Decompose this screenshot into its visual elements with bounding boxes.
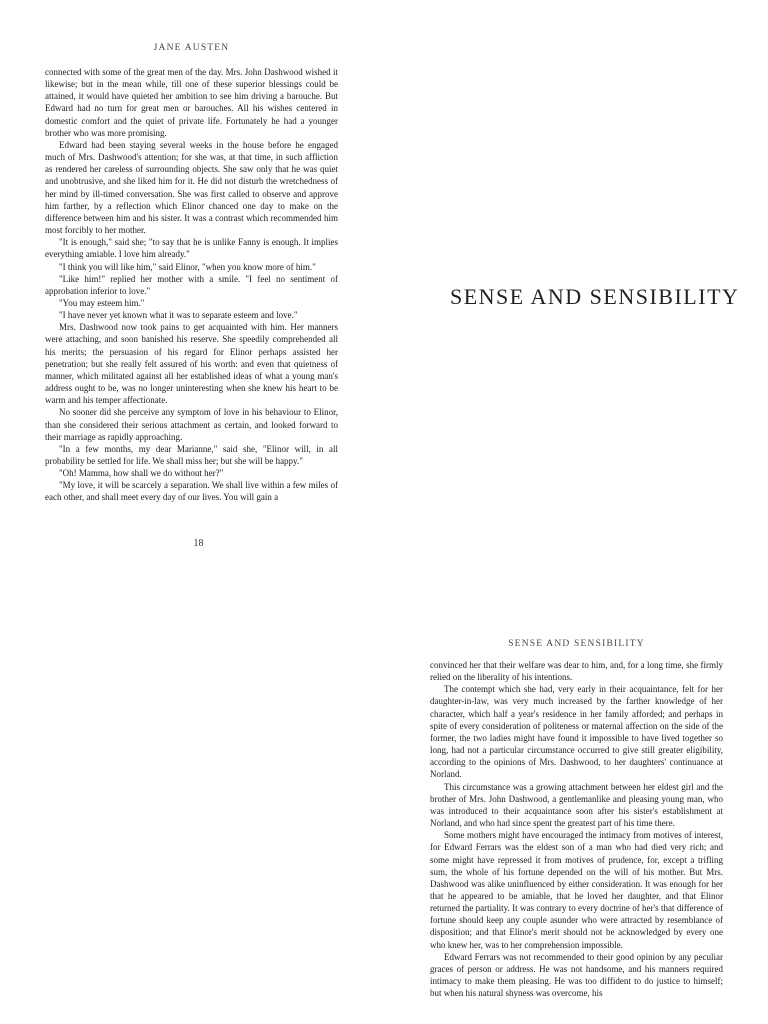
page-number: 18	[193, 538, 204, 549]
paragraph: The contempt which she had, very early in their acquaintance, felt for her daughter-in-law, was very much increased by the farther knowledge of her character, which half a year's residence in her family afforded; and perhaps in spite of every consideration of politeness or maternal affection on the side of the former, the two ladies might have found it impossible to have lived together so long, had not a particular circumstance occurred to give still greater eligibility, according to the opinions of Mrs. Dashwood, to her daughters' continuance at Norland.	[430, 684, 723, 780]
paragraph: Mrs. Dashwood now took pains to get acquainted with him. Her manners were attaching, and soon banished his reserve. She speedily comprehended all his merits; the persuasion of his regard for Elinor perhaps assisted her penetration; but she really felt assured of his worth: and even that quietness of manner, which militated against all her established ideas of what a young man's address ought to be, was no longer uninteresting when she knew his heart to be warm and his temper affectionate.	[45, 322, 338, 406]
paragraph: Edward had been staying several weeks in the house before he engaged much of Mrs. Dashwood's attention; for she was, at that time, in such affliction as rendered her careless of surrounding objects. She saw only that he was quiet and unobtrusive, and she liked him for it. He did not disturb the wretchedness of her mind by ill-timed conversation. She was first called to observe and approve him farther, by a reflection which Elinor chanced one day to make on the difference between him and his sister. It was a contrast which recommended him most forcibly to her mother.	[45, 139, 338, 236]
page-body-text	[430, 659, 723, 1024]
book-title: SENSE AND SENSIBILITY	[450, 284, 740, 309]
paragraph: "My love, it will be scarcely a separation. We shall live within a few miles of each other, and shall meet every day of our lives. You will gain a	[45, 480, 338, 503]
paragraph: "It is enough," said she; "to say that he is unlike Fanny is enough. It implies everything amiable. I love him already."	[45, 237, 338, 260]
paragraph: No sooner did she perceive any symptom of love in his behaviour to Elinor, than she considered their serious attachment as certain, and looked forward to their marriage as rapidly approaching.	[45, 407, 338, 442]
running-head: JANE AUSTEN	[153, 43, 230, 53]
page-body-text	[45, 66, 338, 532]
paragraph: Edward Ferrars was not recommended to their good opinion by any peculiar graces of person or address. He was not handsome, and his manners required intimacy to make them pleasing. He was too diffident to do justice to himself; but when his natural shyness was overcome, his	[430, 951, 723, 999]
paragraph: convinced her that their welfare was dear to him, and, for a long time, she firmly relied on the liberality of his intentions.	[430, 660, 723, 683]
paragraph: "I think you will like him," said Elinor, "when you know more of him."	[59, 261, 316, 272]
paragraph: This circumstance was a growing attachment between her eldest girl and the brother of Mrs. John Dashwood, a gentlemanlike and pleasing young man, who was introduced to their acquaintance soon after his sister's establishment at Norland, and who had since spent the greatest part of his time there.	[430, 781, 723, 829]
running-head: SENSE AND SENSIBILITY	[508, 639, 645, 649]
paragraph: "Like him!" replied her mother with a smile. "I feel no sentiment of approbation inferior to love."	[45, 273, 338, 296]
paragraph: connected with some of the great men of the day. Mrs. John Dashwood wished it likewise; but in the mean while, till one of these superior blessings could be attained, it would have quieted her ambition to see him driving a barouche. But Edward had no turn for great men or barouches. All his wishes centered in domestic comfort and the quiet of private life. Fortunately he had a younger brother who was more promising.	[45, 67, 338, 138]
paragraph: "I have never yet known what it was to separate esteem and love."	[59, 310, 298, 321]
paragraph: "In a few months, my dear Marianne," said she, "Elinor will, in all probability be settled for life. We shall miss her; but she will be happy."	[45, 443, 338, 466]
paragraph: Some mothers might have encouraged the intimacy from motives of interest, for Edward Ferrars was the eldest son of a man who had died very rich; and some might have repressed it from motives of prudence, for, except a trifling sum, the whole of his fortune depended on the will of his mother. But Mrs. Dashwood was alike uninfluenced by either consideration. It was enough for her that he appeared to be amiable, that he loved her daughter, and that Elinor returned the partiality. It was contrary to every doctrine of her's that difference of fortune should keep any couple asunder who were attracted by resemblance of disposition; and that Elinor's merit should not be acknowledged by every one who knew her, was to her comprehension impossible.	[430, 830, 723, 950]
paragraph: "You may esteem him."	[59, 297, 145, 308]
paragraph: "Oh! Mamma, how shall we do without her?"	[59, 468, 224, 479]
